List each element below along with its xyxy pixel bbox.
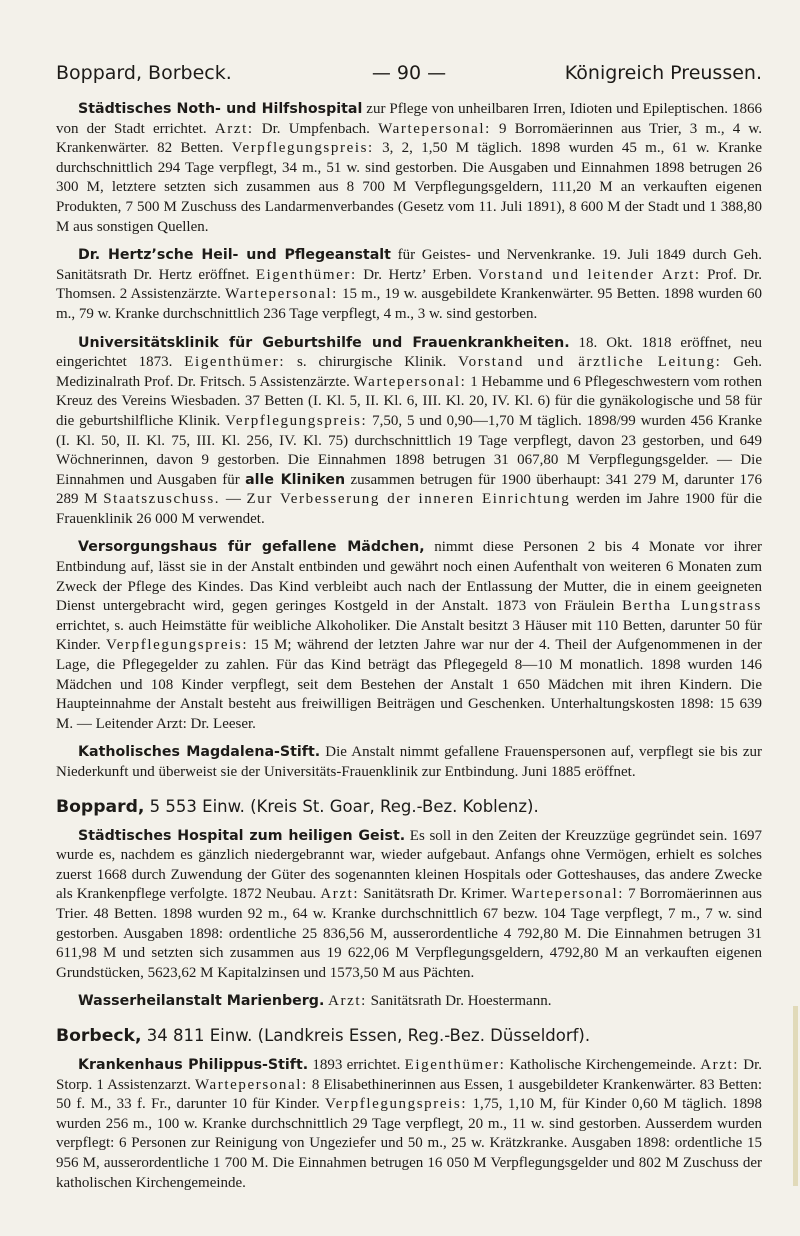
entry-text: werden im Jahre 1900 für die Frauenklinik 26 000 M verwendet. [56, 491, 762, 527]
page-edge-mark [793, 1006, 798, 1186]
entry-text: 15 m., 19 w. ausgebildete Krankenwärter. 95 Betten. 1898 wurden 60 m., 79 w. Kranke durchschnittlich 236 Tage verpflegt, 4 m., 3 w. sind gestorben. [56, 286, 762, 322]
institution-title: Versorgungshaus für gefallene Mädchen, [78, 539, 425, 556]
entry-text: Dr. Storp. 1 Assistenzarzt. [56, 1056, 763, 1093]
entry-text: 3, 2, 1,50 M täglich. 1898 wurden 45 m., 61 w. Kranke durchschnittlich 294 Tage verpflegt, 34 m., 51 w. sind gestorben. Die Ausgaben und Einnahmen 1898 betrugen 26 300 M, letztere setzten sich zusammen aus 8 700 M Verpflegungsgeldern, 111,20 M an verkauften eigenen Produkten, 7 500 M Zuschuss des Landarmenverbandes (Gesetz vom 11. Juli 1891), 8 600 M der Stadt und 1 388,80 M aus sonstigen Quellen. [56, 140, 762, 235]
entry-text: Sanitätsrath Dr. Krimer. [359, 886, 512, 903]
institution-title: Universitätsklinik für Geburtshilfe und Frauenkrankheiten. [78, 334, 570, 351]
entry-text: 7 Borromäerinnen aus Trier. 48 Betten. 1898 wurden 92 m., 64 w. Kranke durchschnittlich 67 bezw. 104 Tage verpflegt, 7 m., 7 w. sind gestorben. Ausgaben 1898: ordentliche 25 836,56 M, ausserordentliche 4 792,80 M. Die Einnahmen betrugen 31 611,98 M und setzten sich zusammen aus 19 622,06 M Verpflegungsgeldern, 4792,80 M an verkauften eigenen Grundstücken, 5623,62 M Kapitalzinsen und 1573,50 M aus Pächten. [56, 886, 763, 981]
entry-text: 7,50, 5 und 0,90—1,70 M täglich. 1898/99 wurden 456 Kranke (I. Kl. 50, II. Kl. 75, III. Kl. 256, IV. Kl. 75) durchschnittlich 19 Tage verpflegt, davon 23 gestorben, und 649 Wöchnerinnen, davon 9 gestorben. Die Einnahmen 1898 betrugen 31 067,80 M Verpflegungsgelder. — Die Einnahmen und Ausgaben für [56, 412, 762, 488]
entry-text: 8 Elisabethinerinnen aus Essen, 1 ausgebildeter Krankenwärter. 83 Betten: 50 f. M., 33 f. Fr., darunter 10 für Kinder. [56, 1076, 762, 1113]
entry-text: Die Anstalt nimmt gefallene Frauenspersonen auf, verpflegt sie bis zur Niederkunft und überweist sie der Universitäts-Frauenklinik zur Entbindung. Juni 1885 eröffnet. [56, 744, 762, 780]
entry-text: errichtet, s. auch Heimstätte für weibliche Alkoholiker. Die Anstalt besitzt 3 Häuser mit 110 Betten, darunter 50 für Kinder. [56, 617, 762, 654]
spaced-label: Eigenthümer: [184, 354, 286, 371]
header-right: Königreich Preussen. [564, 62, 762, 84]
spaced-label: Vorstand und ärztliche Leitung: [458, 354, 722, 371]
spaced-label: Arzt: [328, 993, 367, 1010]
institution-entry [56, 334, 762, 530]
entry-text: Katholische Kirchengemeinde. [505, 1056, 701, 1073]
institution-title: Städtisches Noth- und Hilfshospital [78, 101, 363, 117]
institution-entry [56, 246, 762, 324]
institution-title: Krankenhaus Philippus-Stift. [78, 1056, 309, 1073]
spaced-label: Bertha Lungstrass [622, 598, 762, 615]
spaced-label: Verpflegungspreis: [106, 637, 249, 654]
spaced-label: Staatszuschuss. [103, 491, 221, 508]
spaced-label: Wartepersonal: [378, 120, 491, 137]
spaced-label: Eigenthümer: [255, 266, 357, 283]
spaced-label: Zur Verbesserung der inneren Einrichtung [246, 491, 571, 508]
entry-text: für Geistes- und Nervenkranke. 19. Juli 1849 durch Geh. Sanitätsrath Dr. Hertz eröffnet. [56, 247, 762, 283]
bold-text: alle Kliniken [245, 471, 346, 488]
spaced-label: Arzt: [214, 120, 254, 137]
spaced-label: Wartepersonal: [511, 886, 625, 903]
entry-text: Es soll in den Zeiten der Kreuzzüge gegründet sein. 1697 wurde es, nachdem es gänzlich niedergebrannt war, wieder aufgebaut. Anfangs ohne Vermögen, erhielt es solches zuerst 1668 durch Zuwendung der Güter des sogenannten kleinen Hospitals oder Gotteshauses, das andere Zwecke als Krankenpflege verfolgte. 1872 Neubau. [56, 827, 762, 903]
entry-text: 1,75, 1,10 M, für Kinder 0,60 M täglich. 1898 wurden 256 m., 100 w. Kranke durchschnittlich 29 Tage verpflegt, 20 m., 11 w. sind gestorben. Ausserdem wurden verpflegt: 6 Personen zur Reinigung von Ungeziefer und 50 m., 25 w. Krätzkranke. Ausgaben 1898: ordentliche 15 956 M, ausserordentliche 1 700 M. Die Einnahmen betrugen 16 050 M Verpflegungsgelder und 802 M Zuschuss der katholischen Kirchengemeinde. [56, 1096, 762, 1191]
institution-entry [56, 827, 762, 984]
city-info: 5 553 Einw. (Kreis St. Goar, Reg.-Bez. Koblenz). [144, 796, 539, 816]
entry-text: nimmt diese Personen 2 bis 4 Monate vor ihrer Entbindung auf, lässt sie in der Anstalt entbinden und gewährt noch einen Aufenthalt von weiteren 6 Monaten zum Zweck der Pflege des Kindes. Das Kind verbleibt auch nach der Entlassung der Mutter, die in einem geeigneten Dienst untergebracht wird, gegen geringes Kostgeld in der Anstalt. 1873 von Fräulein [56, 539, 762, 615]
entry-text: Prof. Dr. Thomsen. 2 Assistenzärzte. [56, 266, 762, 303]
entry-text: 18. Okt. 1818 eröffnet, neu eingerichtet 1873. [56, 334, 762, 371]
page-content [56, 100, 762, 1202]
city-heading [56, 1026, 762, 1046]
spaced-label: Wartepersonal: [194, 1076, 308, 1093]
entry-text: Dr. Hertz’ Erben. [356, 266, 479, 283]
institution-title: Städtisches Hospital zum heiligen Geist. [78, 827, 406, 844]
entry-text: 1893 errichtet. [308, 1056, 405, 1073]
entry-text: zur Pflege von unheilbaren Irren, Idioten und Epileptischen. 1866 von der Stadt errichtet. [56, 101, 762, 137]
spaced-label: Verpflegungspreis: [225, 412, 368, 429]
spaced-label: Arzt: [700, 1056, 740, 1073]
page-number: — 90 — [371, 62, 447, 84]
city-name: Boppard, [56, 796, 145, 817]
spaced-label: Verpflegungspreis: [231, 140, 374, 157]
institution-entry [56, 743, 762, 782]
running-header [56, 62, 762, 92]
entry-text: Sanitätsrath Dr. Hoestermann. [366, 993, 552, 1010]
entry-text: 15 M; während der letzten Jahre war nur der 4. Theil der Aufgenommenen in der Lage, die Pflegegelder zu zahlen. Für das Kind beträgt das Pflegegeld 8—10 M monatlich. 1898 wurden 146 Mädchen und 108 Kinder verpflegt, seit dem Bestehen der Anstalt 1 650 Mädchen mit ihren Kindern. Die Haupteinnahme der Anstalt besteht aus freiwilligen Beiträgen und Geschenken. Unterhaltungskosten 1898: 15 639 M. — Leitender Arzt: Dr. Leeser. [56, 637, 762, 732]
institution-entry [56, 100, 762, 237]
header-left: Boppard, Borbeck. [56, 62, 232, 84]
entry-text: — [220, 491, 247, 508]
entry-text: Geh. Medizinalrath Prof. Dr. Fritsch. 5 Assistenzärzte. [56, 354, 763, 390]
city-heading [56, 797, 762, 817]
institution-entry [56, 1056, 762, 1193]
city-info: 34 811 Einw. (Landkreis Essen, Reg.-Bez. Düsseldorf). [141, 1025, 591, 1045]
entry-text: zusammen betrugen für 1900 überhaupt: 341 279 M, darunter 176 289 M [56, 471, 762, 508]
entry-text: 9 Borromäerinnen aus Trier, 3 m., 4 w. Krankenwärter. 82 Betten. [56, 120, 762, 157]
spaced-label: Wartepersonal: [353, 373, 467, 390]
spaced-label: Arzt: [320, 886, 360, 903]
entry-text: Dr. Umpfenbach. [253, 120, 379, 137]
entry-text: 1 Hebamme und 6 Pflegeschwestern vom rothen Kreuz des Vereins Wiesbaden. 37 Betten (I. Kl. 5, II. Kl. 6, III. Kl. 20, IV. Kl. 6) für die gynäkologische und 58 für die geburtshilfliche Klinik. [56, 373, 763, 429]
institution-title: Dr. Hertz’sche Heil- und Pflegeanstalt [78, 247, 391, 264]
entry-text: s. chirurgische Klinik. [285, 354, 459, 371]
institution-entry [56, 538, 762, 734]
spaced-label: Eigenthümer: [404, 1056, 506, 1073]
spaced-label: Verpflegungspreis: [325, 1096, 468, 1113]
spaced-label: Vorstand und leitender Arzt: [478, 266, 701, 283]
institution-entry [56, 992, 762, 1012]
institution-title: Katholisches Magdalena-Stift. [78, 744, 321, 761]
institution-title: Wasserheilanstalt Marienberg. [78, 993, 325, 1010]
spaced-label: Wartepersonal: [225, 286, 338, 303]
city-name: Borbeck, [56, 1025, 142, 1046]
